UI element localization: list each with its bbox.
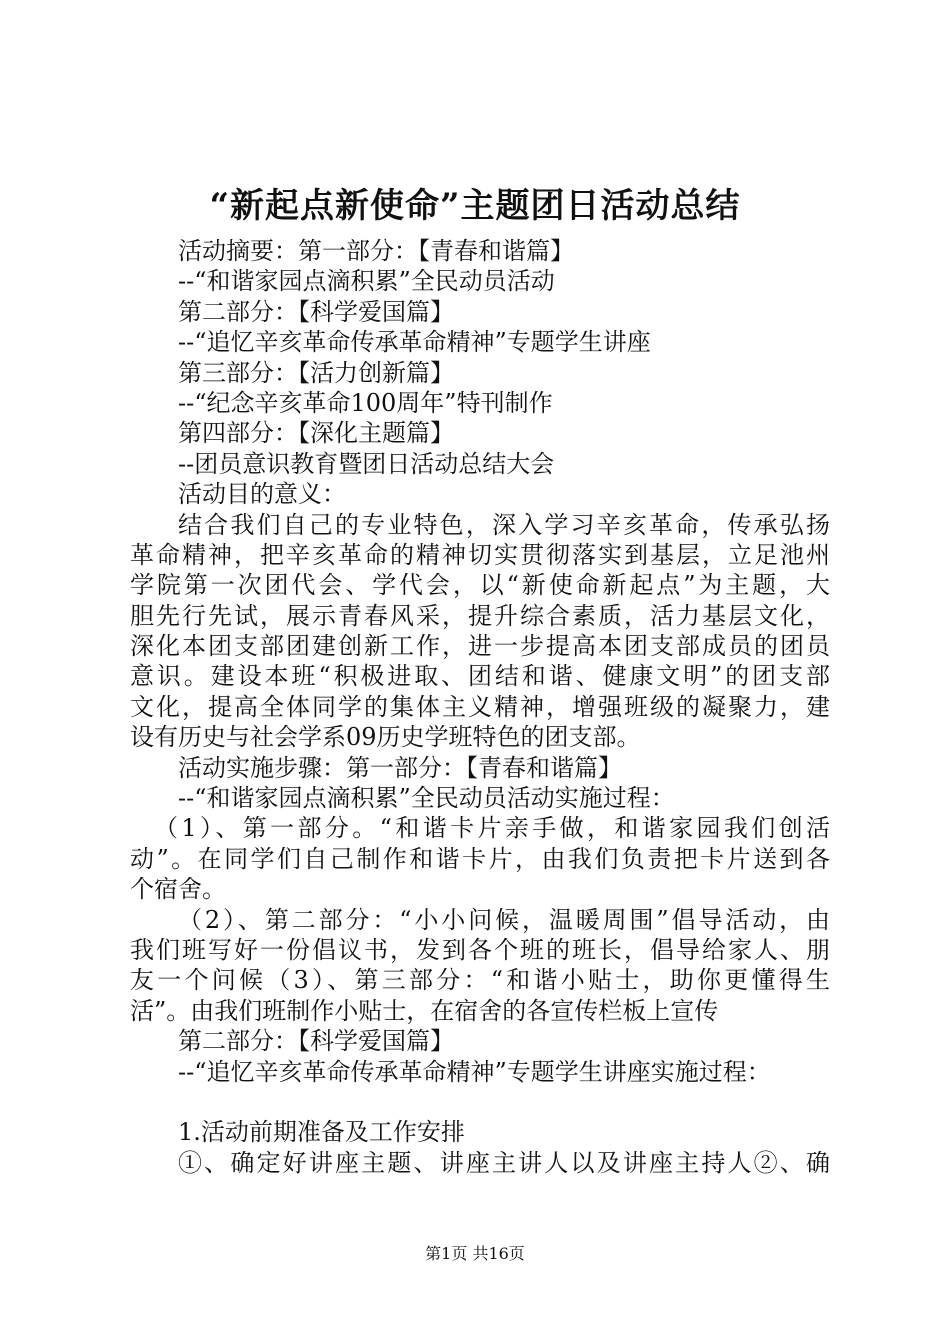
text-line: 第四部分：【深化主题篇】 [178,419,454,448]
paragraph-line: （1）、第一部分。“和谐卡片亲手做，和谐家园我们创活 [154,814,830,843]
paragraph-line: （2）、第二部分：“小小问候，温暖周围”倡导活动，由 [178,905,830,934]
paragraph-line: 学院第一次团代会、学代会，以“新使命新起点”为主题，大 [130,571,830,600]
text-line: 第三部分：【活力创新篇】 [178,358,454,387]
blank-line [130,1087,830,1117]
paragraph-line: 友一个问候（3）、第三部分：“和谐小贴士，助你更懂得生 [130,966,830,995]
document-body [130,236,830,1178]
paragraph-line: 结合我们自己的专业特色，深入学习辛亥革命，传承弘扬 [178,510,830,539]
text-line: 活动实施步骤：第一部分：【青春和谐篇】 [178,753,622,782]
paragraph-line: 文化，提高全体同学的集体主义精神，增强班级的凝聚力，建 [130,692,830,721]
paragraph-line: 动”。在同学们自己制作和谐卡片，由我们负责把卡片送到各 [130,844,830,873]
text-line: 活动摘要：第一部分：【青春和谐篇】 [178,237,574,265]
paragraph-line: ①、确定好讲座主题、讲座主讲人以及讲座主持人②、确 [178,1148,830,1177]
text-line: 1.活动前期准备及工作安排 [178,1118,465,1147]
paragraph-line: 革命精神，把辛亥革命的精神切实贯彻落实到基层，立足池州 [130,540,830,569]
paragraph-line: 活”。由我们班制作小贴士，在宿舍的各宣传栏板上宣传 [130,996,719,1025]
text-line: 第二部分：【科学爱国篇】 [178,297,454,326]
paragraph-line: 深化本团支部团建创新工作，进一步提高本团支部成员的团员 [130,632,830,661]
text-line: --团员意识教育暨团日活动总结大会 [178,449,555,478]
paragraph-line: 个宿舍。 [130,875,226,904]
paragraph-line: 我们班写好一份倡议书，发到各个班的班长，倡导给家人、朋 [130,935,830,964]
paragraph-line: 胆先行先试，展示青春风采，提升综合素质，活力基层文化， [130,601,830,630]
document-title: “新起点新使命”主题团日活动总结 [209,186,741,226]
text-line: --“和谐家园点滴积累”全民动员活动实施过程： [178,784,675,813]
text-line: --“追忆辛亥革命传承革命精神”专题学生讲座 [178,328,651,357]
text-line: --“和谐家园点滴积累”全民动员活动 [178,267,555,296]
text-line: --“纪念辛亥革命100周年”特刊制作 [178,388,553,417]
text-line: --“追忆辛亥革命传承革命精神”专题学生讲座实施过程： [178,1057,771,1086]
paragraph-line: 意识。建设本班“积极进取、团结和谐、健康文明”的团支部 [130,662,830,691]
text-line: 第二部分：【科学爱国篇】 [178,1027,454,1056]
text-line: 活动目的意义： [178,480,346,509]
paragraph-line: 设有历史与社会学系09历史学班特色的团支部。 [130,723,641,752]
page-footer: 第1页 共16页 [425,1244,525,1263]
